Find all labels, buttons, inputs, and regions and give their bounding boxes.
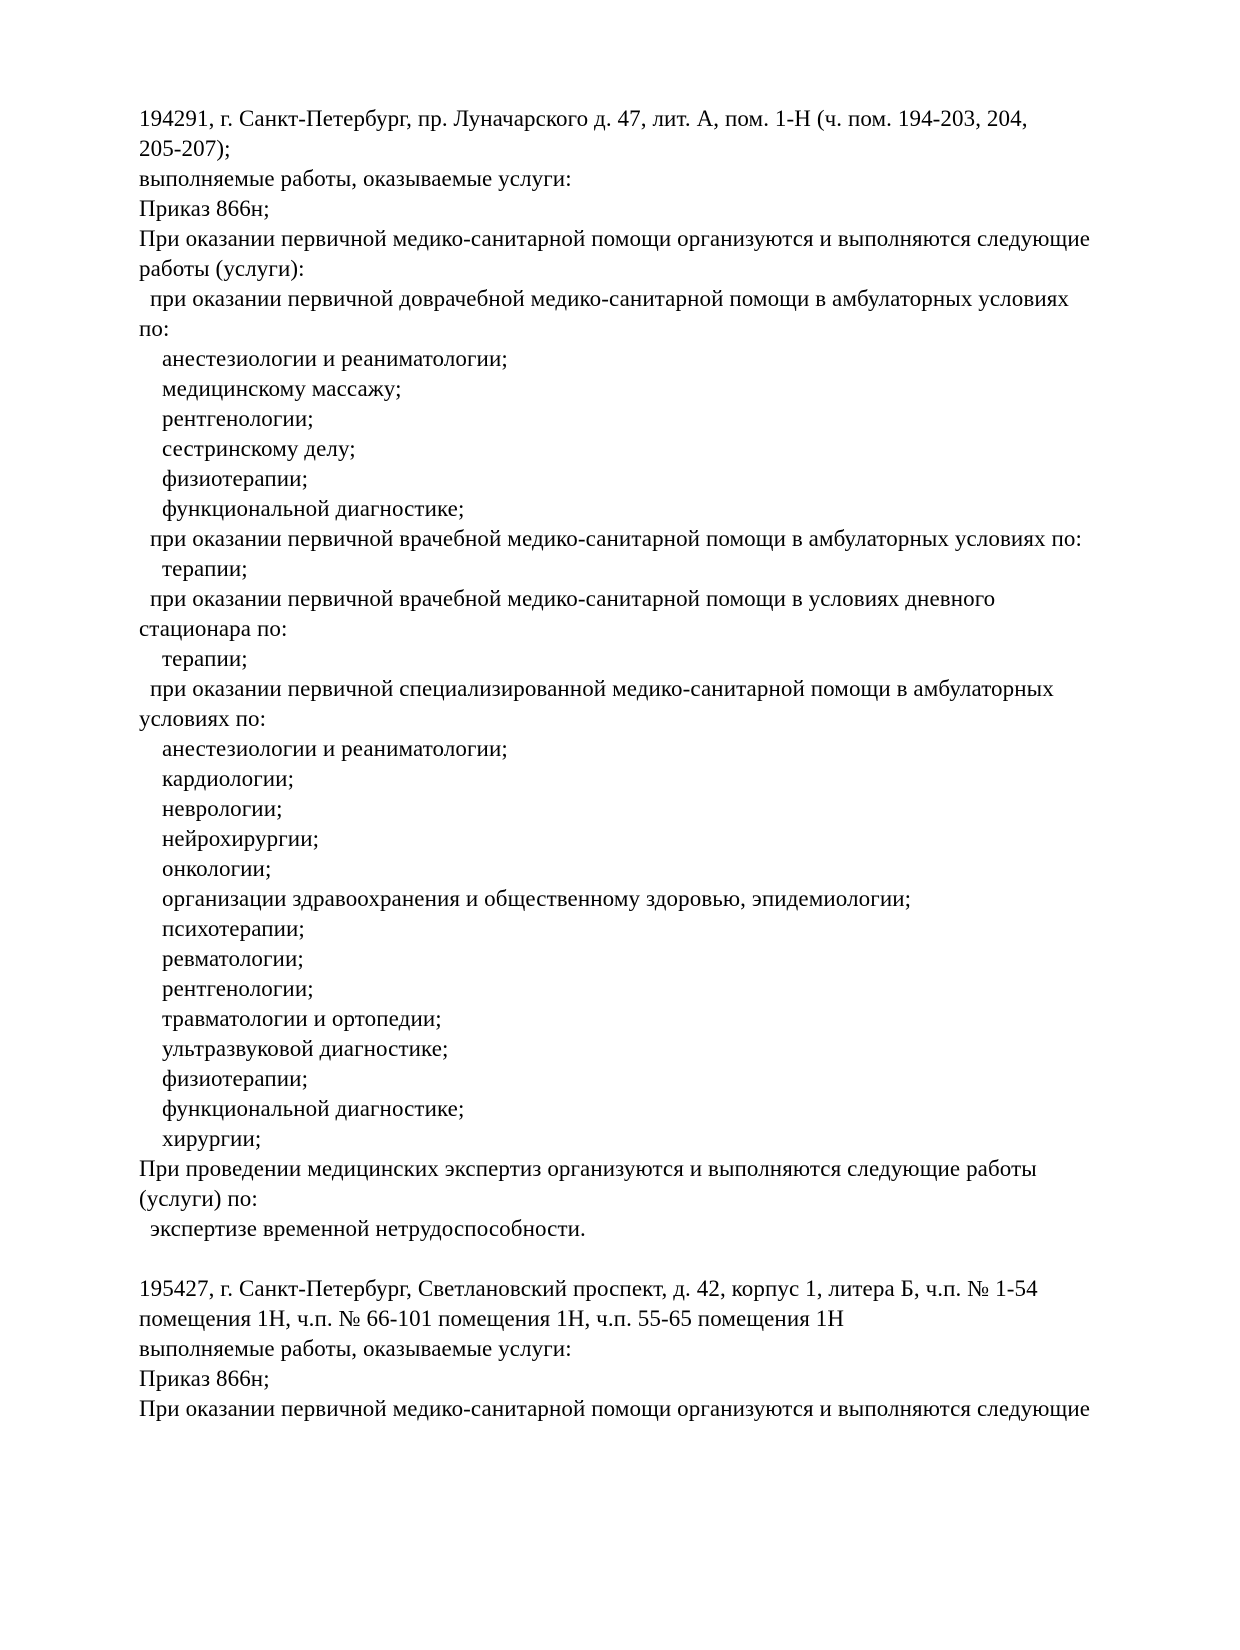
document-line: терапии; xyxy=(162,646,248,671)
document-line: ультразвуковой диагностике; xyxy=(162,1036,449,1061)
document-line: медицинскому массажу; xyxy=(162,376,402,401)
document-line: нейрохирургии; xyxy=(162,826,320,851)
document-line: При оказании первичной медико-санитарной помощи организуются и выполняются следующие xyxy=(139,226,1091,251)
document-line: хирургии; xyxy=(162,1126,262,1151)
document-line: терапии; xyxy=(162,556,248,581)
document-line: рентгенологии; xyxy=(162,976,314,1001)
document-line: организации здравоохранения и общественному здоровью, эпидемиологии; xyxy=(162,886,912,911)
document-line: рентгенологии; xyxy=(162,406,314,431)
document-line: физиотерапии; xyxy=(162,466,309,491)
document-line: 194291, г. Санкт-Петербург, пр. Луначарского д. 47, лит. А, пом. 1-Н (ч. пом. 194-203, 204, xyxy=(139,106,1028,131)
document-line: При оказании первичной медико-санитарной помощи организуются и выполняются следующие xyxy=(139,1396,1091,1421)
document-line: при оказании первичной врачебной медико-санитарной помощи в условиях дневного xyxy=(150,586,996,611)
document-line xyxy=(139,1244,1162,1274)
document-line: выполняемые работы, оказываемые услуги: xyxy=(139,166,572,191)
document-line: 195427, г. Санкт-Петербург, Светлановский проспект, д. 42, корпус 1, литера Б, ч.п. № 1-54 xyxy=(139,1276,1038,1301)
document-line: по: xyxy=(139,316,170,341)
document-line: При проведении медицинских экспертиз организуются и выполняются следующие работы xyxy=(139,1156,1037,1181)
document-line: Приказ 866н; xyxy=(139,1366,270,1391)
document-line: анестезиологии и реаниматологии; xyxy=(162,346,508,371)
document-line: работы (услуги): xyxy=(139,256,305,281)
document-line: Приказ 866н; xyxy=(139,196,270,221)
document-line: помещения 1Н, ч.п. № 66-101 помещения 1Н, ч.п. 55-65 помещения 1Н xyxy=(139,1306,845,1331)
document-text-block xyxy=(139,104,1162,1424)
document-line: кардиологии; xyxy=(162,766,295,791)
document-line: сестринскому делу; xyxy=(162,436,356,461)
document-line: травматологии и ортопедии; xyxy=(162,1006,442,1031)
document-line: 205-207); xyxy=(139,136,231,161)
document-line: психотерапии; xyxy=(162,916,305,941)
document-line: выполняемые работы, оказываемые услуги: xyxy=(139,1336,572,1361)
document-line: условиях по: xyxy=(139,706,267,731)
document-line: функциональной диагностике; xyxy=(162,1096,465,1121)
document-line: ревматологии; xyxy=(162,946,304,971)
document-line: (услуги) по: xyxy=(139,1186,258,1211)
document-line: экспертизе временной нетрудоспособности. xyxy=(150,1216,586,1241)
document-line: стационара по: xyxy=(139,616,288,641)
document-line: анестезиологии и реаниматологии; xyxy=(162,736,508,761)
document-line: онкологии; xyxy=(162,856,272,881)
document-line: физиотерапии; xyxy=(162,1066,309,1091)
document-line: при оказании первичной специализированной медико-санитарной помощи в амбулаторных xyxy=(150,676,1054,701)
document-line: функциональной диагностике; xyxy=(162,496,465,521)
document-line: неврологии; xyxy=(162,796,283,821)
document-line: при оказании первичной врачебной медико-санитарной помощи в амбулаторных условиях по: xyxy=(150,526,1082,551)
document-line: при оказании первичной доврачебной медико-санитарной помощи в амбулаторных условиях xyxy=(150,286,1070,311)
